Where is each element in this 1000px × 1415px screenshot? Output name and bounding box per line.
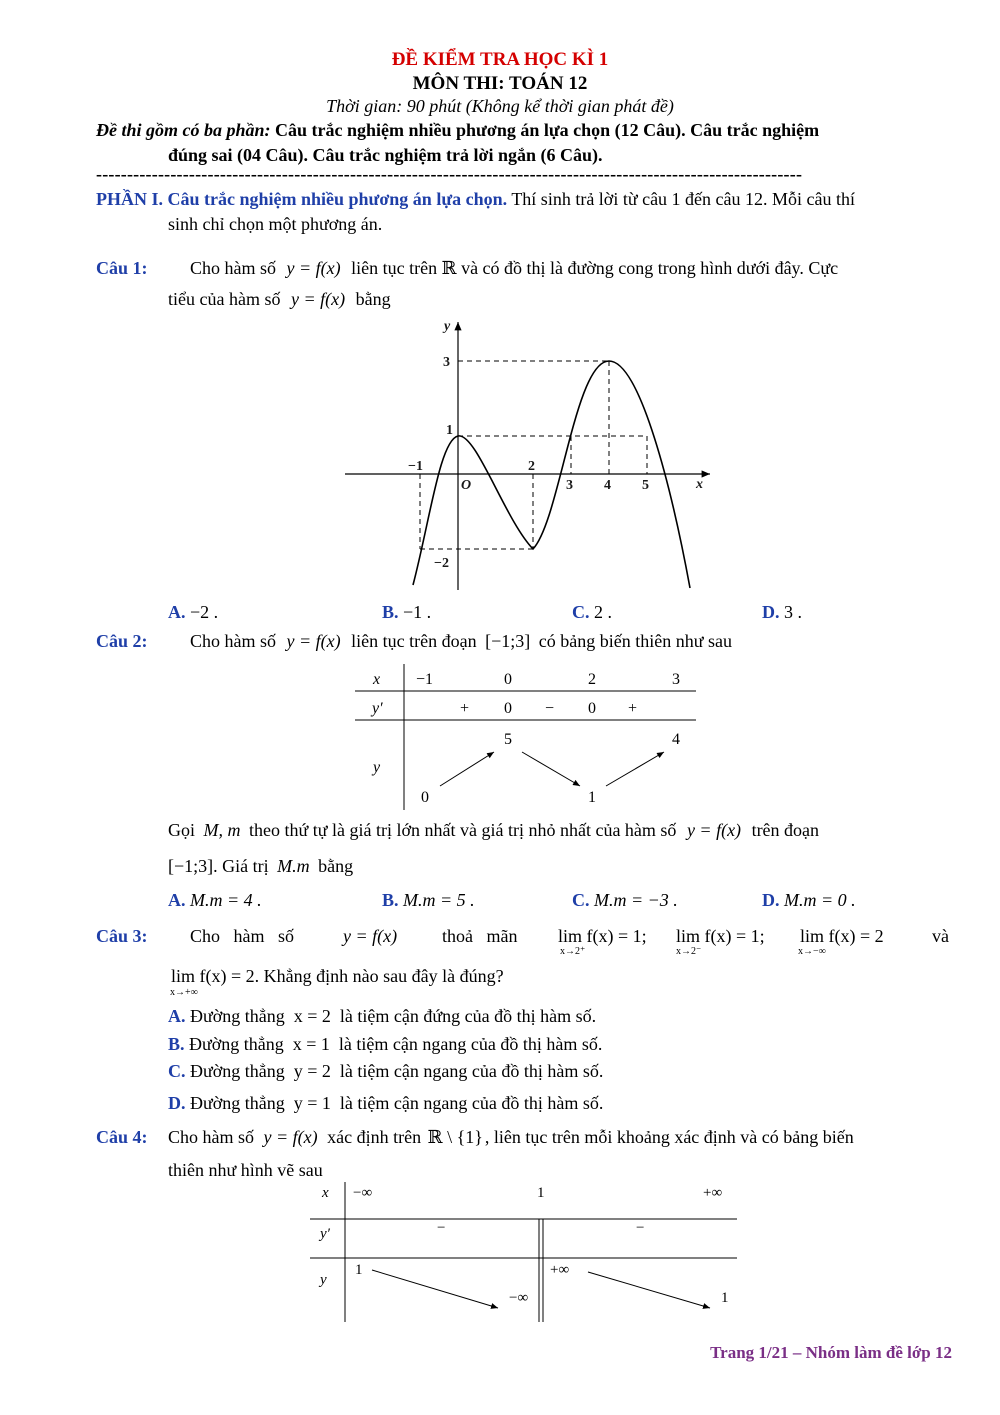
y-value: −∞ xyxy=(509,1290,529,1306)
derivative-sign: + xyxy=(628,700,638,717)
q3-text2: . Khẳng định nào sau đây là đúng? xyxy=(254,966,504,986)
q1-text-b: liên tục trên ℝ và có đồ thị là đường cong trong hình dưới đây. Cực xyxy=(351,258,839,278)
q3-option-c[interactable] xyxy=(168,1061,603,1082)
option-letter: C. xyxy=(572,602,590,622)
q1-option-a[interactable] xyxy=(168,602,218,623)
guide-lines xyxy=(420,361,647,549)
option-letter: C. xyxy=(168,1061,186,1081)
option-text: M.m = 5 . xyxy=(403,890,475,910)
q2-interval2: [−1;3] xyxy=(168,856,214,876)
x-value: 0 xyxy=(504,671,512,688)
q4-domain: ℝ \ {1} xyxy=(427,1127,483,1147)
q2-func: y = f(x) xyxy=(286,631,341,651)
y-value: 0 xyxy=(421,789,429,806)
x-value: −1 xyxy=(416,671,434,688)
option-text: −2 . xyxy=(190,602,219,622)
q2-interval: [−1;3] xyxy=(485,631,531,651)
derivative-zero: 0 xyxy=(504,700,512,717)
q2-func2: y = f(x) xyxy=(686,820,742,840)
q2-text2a: Gọi xyxy=(168,820,195,840)
q1-option-d[interactable] xyxy=(762,602,802,623)
q3-option-d[interactable] xyxy=(168,1093,603,1114)
option-letter: B. xyxy=(382,602,399,622)
option-letter: D. xyxy=(762,602,780,622)
q4-text: Cho hàm số xyxy=(168,1127,255,1147)
q1-option-b[interactable] xyxy=(382,602,431,623)
q3-lim4-sub: x→+∞ xyxy=(170,987,198,998)
tick-x-5: 5 xyxy=(642,478,649,493)
q2-line2 xyxy=(168,820,954,841)
q4-text-c: , liên tục trên mỗi khoảng xác định và có bảng biến xyxy=(484,1127,854,1147)
q3-lim3-sub: x→−∞ xyxy=(798,946,826,957)
exam-title: ĐỀ KIỂM TRA HỌC KÌ 1 xyxy=(391,49,609,70)
x-axis-label: x xyxy=(696,477,703,492)
structure-lead: Đề thi gồm có ba phần: xyxy=(96,120,271,140)
q1-func2: y = f(x) xyxy=(290,289,346,309)
x-value: −∞ xyxy=(353,1185,373,1201)
table-x-header: x xyxy=(322,1185,329,1201)
option-text: Đường thẳng y = 2 là tiệm cận ngang của đồ thị hàm số. xyxy=(185,1061,604,1081)
q1-text2b: bằng xyxy=(355,289,391,309)
q1-func: y = f(x) xyxy=(286,258,341,278)
option-text: M.m = 0 . xyxy=(784,890,856,910)
q2-line1 xyxy=(190,631,732,652)
x-value: +∞ xyxy=(703,1185,723,1201)
q2-option-d[interactable] xyxy=(762,890,856,911)
q3-lim3 xyxy=(800,926,884,947)
x-value: 2 xyxy=(588,671,596,688)
q2-text-c: có bảng biến thiên như sau xyxy=(538,631,732,651)
derivative-sign: + xyxy=(460,700,470,717)
q2-option-c[interactable] xyxy=(572,890,678,911)
q2-text: Cho hàm số xyxy=(190,631,277,651)
option-letter: A. xyxy=(168,602,186,622)
lim-expr: lim f(x) = 2 xyxy=(171,966,255,986)
lim-expr: lim f(x) = 1; xyxy=(676,926,765,946)
tick-y-3: 3 xyxy=(443,355,450,370)
q3-option-b[interactable] xyxy=(168,1034,602,1055)
q2-text2b: theo thứ tự là giá trị lớn nhất và giá trị nhỏ nhất của hàm số xyxy=(249,820,677,840)
option-letter: B. xyxy=(382,890,399,910)
table-yprime-header: y′ xyxy=(320,1226,330,1242)
part1-line1 xyxy=(96,189,956,210)
tick-x-2: 2 xyxy=(528,459,535,474)
q1-text2a: tiểu của hàm số xyxy=(168,289,281,309)
x-value: 3 xyxy=(672,671,680,688)
q1-line2 xyxy=(168,289,391,310)
lim-expr: lim f(x) = 2 xyxy=(800,926,884,946)
table-x-header: x xyxy=(373,671,381,688)
q2-label: Câu 2: xyxy=(96,631,148,651)
option-text: 3 . xyxy=(784,602,802,622)
table-y-header: y xyxy=(373,759,381,776)
option-letter: C. xyxy=(572,890,590,910)
y-value: +∞ xyxy=(550,1262,570,1278)
derivative-sign: − xyxy=(545,700,555,717)
q2-option-b[interactable] xyxy=(382,890,475,911)
option-letter: D. xyxy=(762,890,780,910)
y-value: 5 xyxy=(504,731,512,748)
table-yprime-header: y′ xyxy=(372,700,383,717)
q3-line2 xyxy=(171,966,504,987)
q2-variation-table xyxy=(350,660,700,812)
x-value: 1 xyxy=(537,1185,545,1201)
part1-instruction2: sinh chỉ chọn một phương án. xyxy=(168,214,383,234)
q1-line1 xyxy=(190,258,956,279)
y-value: 1 xyxy=(355,1262,363,1278)
exam-time: Thời gian: 90 phút (Không kể thời gian phát đề) xyxy=(326,96,674,116)
q4-func: y = f(x) xyxy=(263,1127,318,1147)
tick-x-neg1: −1 xyxy=(408,459,423,474)
page-footer: Trang 1/21 – Nhóm làm đề lớp 12 xyxy=(710,1343,952,1362)
q1-text: Cho hàm số xyxy=(190,258,277,278)
option-letter: A. xyxy=(168,890,186,910)
tick-x-4: 4 xyxy=(604,478,611,493)
q4-variation-table xyxy=(305,1180,745,1325)
exam-structure-line2: đúng sai (04 Câu). Câu trắc nghiệm trả lời ngắn (6 Câu). xyxy=(168,145,603,165)
part1-heading: PHẦN I. Câu trắc nghiệm nhiều phương án lựa chọn. xyxy=(96,189,508,209)
q3-func: y = f(x) xyxy=(343,926,398,946)
q3-option-a[interactable] xyxy=(168,1006,596,1027)
derivative-sign: − xyxy=(636,1220,645,1236)
q2-text2c: trên đoạn xyxy=(751,820,820,840)
lim-expr: lim f(x) = 1; xyxy=(558,926,647,946)
table-y-header: y xyxy=(320,1272,327,1288)
q2-line3 xyxy=(168,856,353,877)
q4-label: Câu 4: xyxy=(96,1127,148,1147)
option-letter: D. xyxy=(168,1093,186,1113)
q2-text-b: liên tục trên đoạn xyxy=(351,631,477,651)
q2-option-a[interactable] xyxy=(168,890,262,911)
q4-text-b: xác định trên xyxy=(327,1127,422,1147)
q2-MM: M.m xyxy=(277,856,310,876)
option-text: Đường thẳng x = 1 là tiệm cận ngang của đồ thị hàm số. xyxy=(184,1034,603,1054)
option-text: Đường thẳng x = 2 là tiệm cận đứng của đồ thị hàm số. xyxy=(185,1006,597,1026)
tick-y-neg2: −2 xyxy=(434,556,449,571)
option-text: M.m = 4 . xyxy=(190,890,262,910)
structure-rest1: Câu trắc nghiệm nhiều phương án lựa chọn (12 Câu). Câu trắc nghiệm xyxy=(270,120,820,140)
divider-line: ------------------------------------------------------------------------------------------------------------------ xyxy=(96,164,803,184)
q3-thoa: thoả mãn xyxy=(442,926,518,946)
q1-function-graph xyxy=(340,315,720,595)
q2-Mm: M, m xyxy=(203,820,241,840)
y-value: 1 xyxy=(721,1290,729,1306)
q4-line2: thiên như hình vẽ sau xyxy=(168,1160,323,1180)
q3-label: Câu 3: xyxy=(96,926,148,946)
option-text: M.m = −3 . xyxy=(594,890,678,910)
q3-text: Cho hàm số xyxy=(190,926,295,946)
exam-subject: MÔN THI: TOÁN 12 xyxy=(412,73,588,94)
option-letter: A. xyxy=(168,1006,186,1026)
option-text: Đường thẳng y = 1 là tiệm cận ngang của đồ thị hàm số. xyxy=(185,1093,604,1113)
derivative-sign: − xyxy=(437,1220,446,1236)
q1-option-c[interactable] xyxy=(572,602,612,623)
q3-lim1 xyxy=(558,926,647,947)
q3-lim1-sub: x→2⁺ xyxy=(560,946,586,957)
tick-x-3: 3 xyxy=(566,478,573,493)
q3-lim2-sub: x→2⁻ xyxy=(676,946,702,957)
q2-text3c: bằng xyxy=(318,856,354,876)
y-value: 4 xyxy=(672,731,680,748)
exam-structure-line1 xyxy=(96,120,956,141)
option-text: −1 . xyxy=(403,602,432,622)
y-value: 1 xyxy=(588,789,596,806)
q1-label: Câu 1: xyxy=(96,258,148,278)
y-axis-label: y xyxy=(444,319,451,334)
q2-text3b: . Giá trị xyxy=(213,856,269,876)
option-letter: B. xyxy=(168,1034,185,1054)
q3-lim2 xyxy=(676,926,765,947)
part1-instruction1: Thí sinh trả lời từ câu 1 đến câu 12. Mỗi câu thí xyxy=(507,189,856,209)
q4-line1 xyxy=(168,1127,956,1148)
tick-y-1: 1 xyxy=(446,423,453,438)
derivative-zero: 0 xyxy=(588,700,596,717)
origin-label: O xyxy=(461,478,472,493)
option-text: 2 . xyxy=(594,602,612,622)
q3-va: và xyxy=(932,926,949,946)
